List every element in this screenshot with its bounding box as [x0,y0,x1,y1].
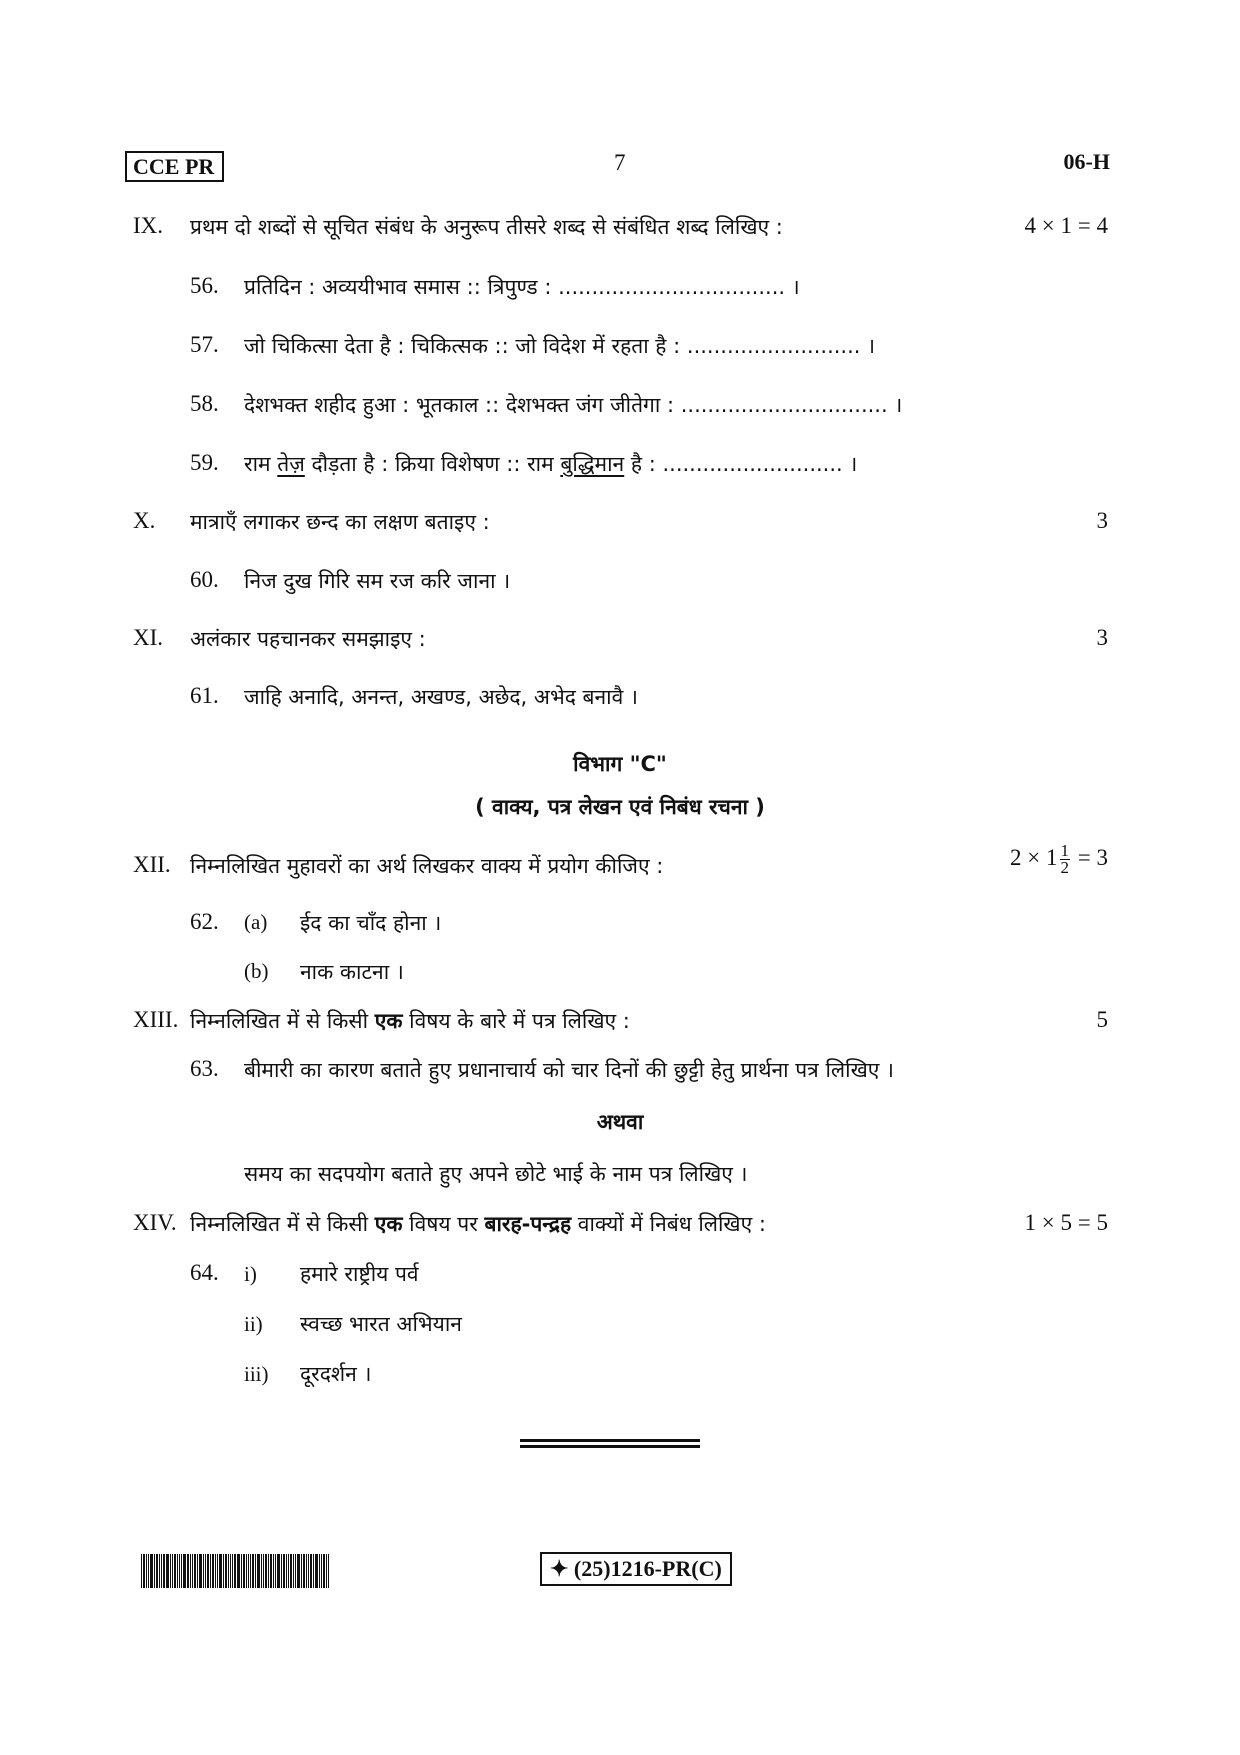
part-c-title: विभाग "C" [573,752,667,776]
question-62b-label: (b) [244,959,269,983]
section-ix-numeral: IX. [133,213,164,238]
question-62-number: 62. [190,909,219,934]
question-64-item-label: iii) [244,1362,269,1386]
section-xii-marks-total: = 3 [1077,844,1108,870]
section-xiv-instr-post: वाक्यों में निबंध लिखिए : [571,1212,766,1236]
question-61-text: जाहि अनादि, अनन्त, अखण्ड, अछेद, अभेद बनावै । [244,685,638,709]
question-59-underlined-1: तेज़ [277,452,305,476]
section-ix-marks: 4 × 1 = 4 [1024,213,1108,238]
question-62a-text: ईद का चाँद होना । [300,911,442,935]
question-64-item-text: स्वच्छ भारत अभियान [300,1312,462,1336]
page-number: 7 [614,150,626,175]
section-xiv-instr-bold-2: बारह-पन्द्रह [484,1212,572,1236]
fraction-half [1060,843,1071,876]
fraction-denominator: 2 [1060,858,1070,877]
section-xiv-instr-bold-1: एक [374,1212,403,1236]
question-57-text: जो चिकित्सा देता है : चिकित्सक :: जो विदेश में रहता है : .......................... । [244,334,876,358]
question-64-number: 64. [190,1260,219,1285]
question-60-number: 60. [190,567,219,592]
footer-code-box: ✦ (25)1216-PR(C) [540,1552,732,1586]
question-64-item-label: i) [244,1262,257,1286]
section-xii-instruction: निम्नलिखित मुहावरों का अर्थ लिखकर वाक्य में प्रयोग कीजिए : [190,854,664,878]
section-xii-marks-whole: 2 × 1 [1010,844,1058,870]
question-61-number: 61. [190,683,219,708]
section-xiii-instr-bold: एक [374,1009,403,1033]
question-56-number: 56. [190,273,219,298]
section-x-numeral: X. [133,508,156,533]
question-59-post: है : ........................... । [624,452,858,476]
section-xi-instruction: अलंकार पहचानकर समझाइए : [190,627,426,651]
question-59-pre: राम [244,452,278,476]
question-64-item-text: दूरदर्शन । [300,1362,372,1386]
section-xi-marks: 3 [1096,625,1108,650]
fraction-numerator: 1 [1060,841,1070,860]
question-59-mid: दौड़ता है : क्रिया विशेषण :: राम [304,452,561,476]
section-xiii-marks: 5 [1096,1007,1108,1032]
question-60-text: निज दुख गिरि सम रज करि जाना । [244,569,511,593]
question-62b-text: नाक काटना । [300,960,404,984]
header-code-box: CCE PR [125,151,224,182]
end-double-rule [520,1439,700,1448]
question-64-item-text: हमारे राष्ट्रीय पर्व [300,1262,419,1286]
question-63-text: बीमारी का कारण बताते हुए प्रधानाचार्य को चार दिनों की छुट्टी हेतु प्रार्थना पत्र लिखिए । [244,1058,894,1082]
section-xii-marks [1010,843,1108,876]
part-c-subtitle: ( वाक्य, पत्र लेखन एवं निबंध रचना ) [475,795,765,819]
question-59-text [244,450,857,478]
question-58-number: 58. [190,391,219,416]
section-x-instruction: मात्राएँ लगाकर छन्द का लक्षण बताइए : [190,510,490,534]
section-ix-instruction: प्रथम दो शब्दों से सूचित संबंध के अनुरूप तीसरे शब्द से संबंधित शब्द लिखिए : [190,215,783,239]
section-xiv-instruction [190,1210,766,1238]
or-label: अथवा [596,1110,644,1134]
question-56-text: प्रतिदिन : अव्ययीभाव समास :: त्रिपुण्ड : .................................. । [244,275,800,299]
barcode [141,1554,411,1588]
question-59-number: 59. [190,450,219,475]
section-xi-numeral: XI. [133,625,164,650]
question-63-number: 63. [190,1056,219,1081]
question-59-underlined-2: बुद्धिमान [560,452,625,476]
section-xiv-marks: 1 × 5 = 5 [1024,1210,1108,1235]
section-xiii-instr-pre: निम्नलिखित में से किसी [190,1009,375,1033]
section-xiii-instruction [190,1007,630,1035]
section-xiv-instr-pre: निम्नलिखित में से किसी [190,1212,375,1236]
paper-code: 06-H [1063,149,1110,174]
section-xiv-instr-mid: विषय पर [402,1212,485,1236]
question-63-alternative-text: समय का सदपयोग बताते हुए अपने छोटे भाई के नाम पत्र लिखिए । [244,1162,748,1186]
section-xiii-numeral: XIII. [133,1007,179,1032]
section-xiii-instr-post: विषय के बारे में पत्र लिखिए : [402,1009,630,1033]
question-58-text: देशभक्त शहीद हुआ : भूतकाल :: देशभक्त जंग जीतेगा : ............................... । [244,393,903,417]
section-xiv-numeral: XIV. [133,1210,177,1235]
section-xii-numeral: XII. [133,852,171,877]
question-62a-label: (a) [244,910,268,934]
question-57-number: 57. [190,332,219,357]
section-x-marks: 3 [1096,508,1108,533]
question-64-item-label: ii) [244,1312,263,1336]
